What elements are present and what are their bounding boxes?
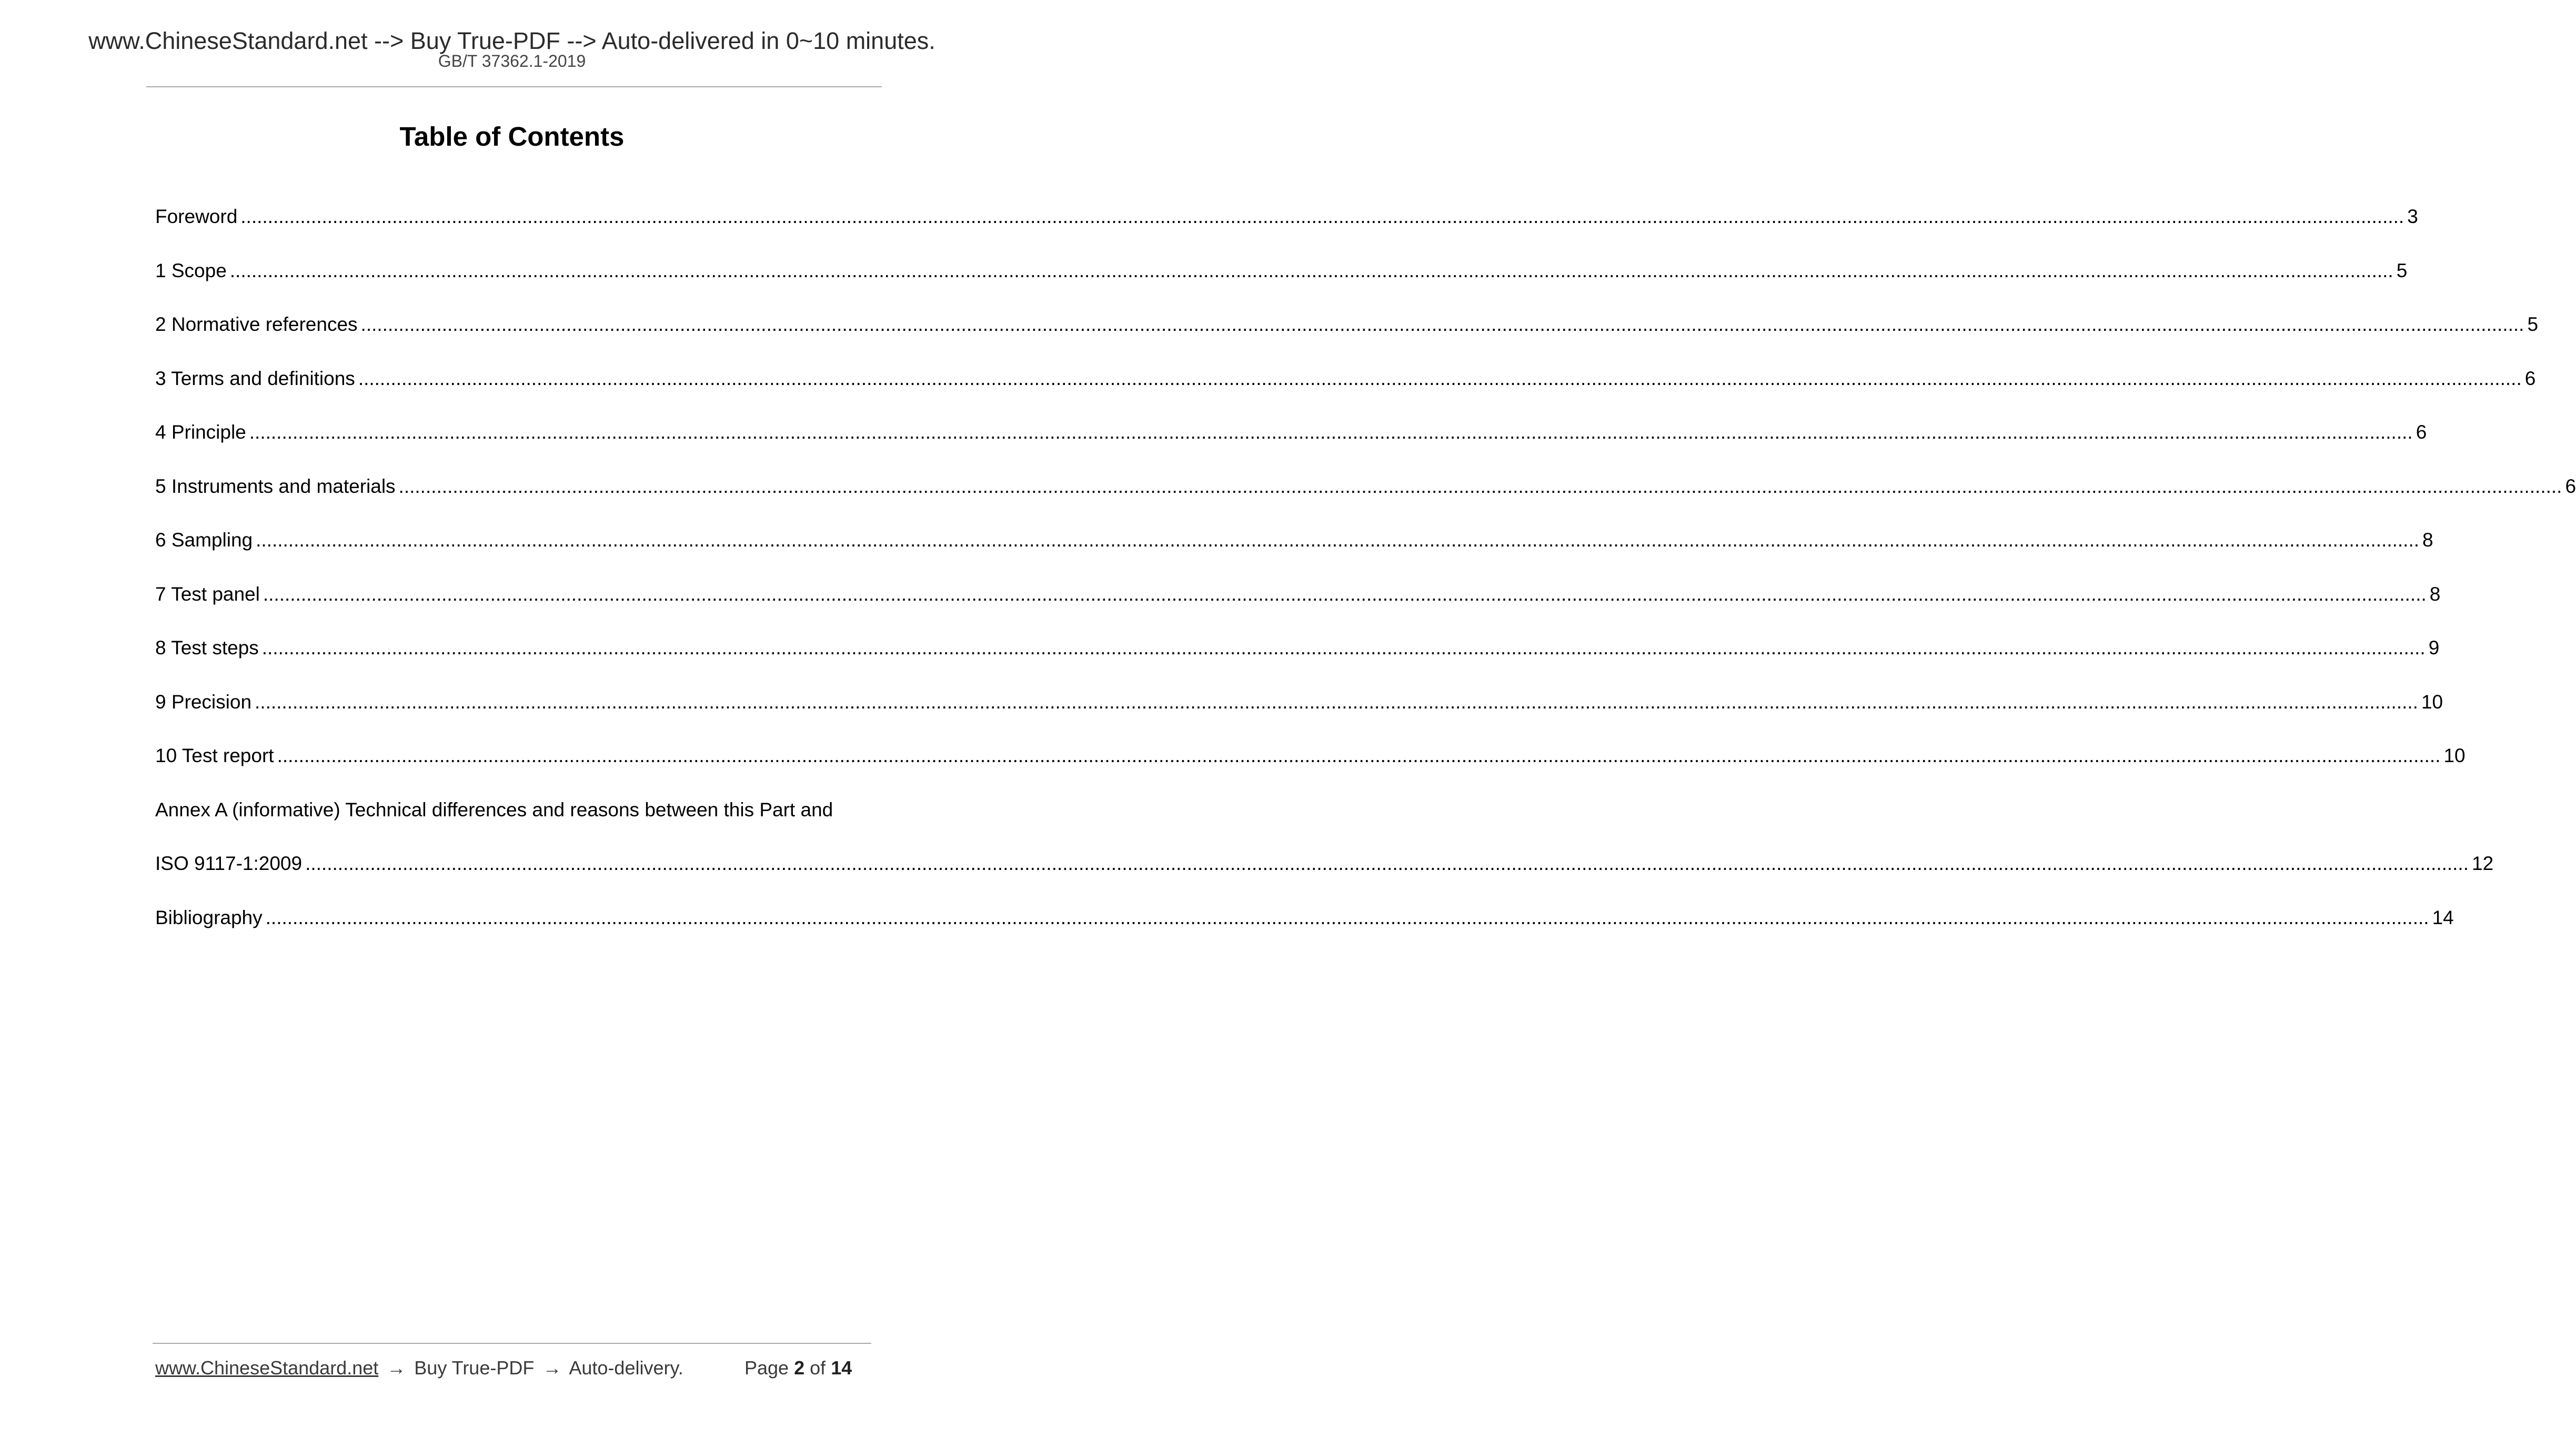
toc-entry-annex-a-line2[interactable] — [155, 848, 2494, 879]
toc-entry-page: 8 — [2422, 529, 2433, 551]
toc-dot-leader: ................................................................................................................................................................................................................................................................................................................................................................................................................ — [229, 259, 2393, 281]
footer-buy-text: Buy True-PDF — [414, 1357, 535, 1379]
toc-entry-page: 5 — [2527, 313, 2539, 335]
toc-entry-bibliography[interactable] — [155, 902, 2454, 934]
toc-title: Table of Contents — [399, 121, 625, 151]
toc-entry-scope[interactable] — [155, 255, 2408, 287]
toc-entry-label: 2 Normative references — [155, 309, 361, 340]
toc-entry-page: 8 — [2429, 583, 2441, 605]
toc-dot-leader: ................................................................................................................................................................................................................................................................................................................................................................................................................ — [358, 367, 2522, 389]
toc-entry-page: 6 — [2524, 367, 2536, 389]
standard-number: GB/T 37362.1-2019 — [438, 52, 586, 70]
toc-dot-leader: ................................................................................................................................................................................................................................................................................................................................................................................................................ — [305, 853, 2469, 874]
toc-dot-leader: ................................................................................................................................................................................................................................................................................................................................................................................................................ — [255, 691, 2418, 713]
toc-dot-leader: ................................................................................................................................................................................................................................................................................................................................................................................................................ — [240, 206, 2404, 227]
toc-entry-label: 7 Test panel — [155, 579, 263, 610]
toc-entry-page: 6 — [2416, 421, 2427, 443]
page-indicator — [744, 1355, 852, 1381]
footer-delivery-text: Auto-delivery. — [569, 1357, 683, 1379]
toc-dot-leader: ................................................................................................................................................................................................................................................................................................................................................................................................................ — [398, 475, 2562, 497]
toc-entry-label: ISO 9117-1:2009 — [155, 848, 305, 879]
toc-entry-test-steps[interactable] — [155, 632, 2440, 664]
of-word: of — [810, 1357, 826, 1379]
toc-entry-principle[interactable] — [155, 417, 2427, 448]
toc-list — [155, 201, 2576, 956]
toc-entry-label: 3 Terms and definitions — [155, 363, 358, 394]
page-footer — [155, 1355, 872, 1381]
toc-entry-page: 12 — [2472, 853, 2494, 874]
toc-entry-label: 6 Sampling — [155, 524, 256, 556]
toc-entry-label: 1 Scope — [155, 255, 230, 287]
toc-entry-sampling[interactable] — [155, 524, 2433, 556]
header-divider — [146, 86, 882, 87]
toc-dot-leader: ................................................................................................................................................................................................................................................................................................................................................................................................................ — [360, 313, 2524, 335]
page-word: Page — [744, 1357, 789, 1379]
toc-entry-page: 6 — [2565, 475, 2576, 497]
toc-entry-label: 8 Test steps — [155, 632, 262, 664]
toc-entry-test-report[interactable] — [155, 740, 2466, 772]
toc-entry-page: 10 — [2421, 691, 2443, 713]
toc-entry-terms-and-definitions[interactable] — [155, 363, 2536, 394]
top-banner: www.ChineseStandard.net --> Buy True-PDF --> Auto-delivered in 0~10 minutes. — [88, 27, 935, 54]
toc-entry-page: 10 — [2443, 745, 2466, 766]
toc-dot-leader: ................................................................................................................................................................................................................................................................................................................................................................................................................ — [249, 421, 2413, 443]
arrow-right-icon: → — [542, 1357, 562, 1379]
toc-entry-annex-a-line1[interactable]: Annex A (informative) Technical differences and reasons between this Part and — [155, 798, 833, 821]
toc-dot-leader: ................................................................................................................................................................................................................................................................................................................................................................................................................ — [256, 529, 2420, 551]
toc-entry-label: 10 Test report — [155, 740, 277, 772]
toc-entry-page: 3 — [2407, 206, 2418, 227]
toc-entry-label: Foreword — [155, 201, 240, 232]
total-pages-number: 14 — [831, 1357, 852, 1379]
footer-divider — [153, 1343, 871, 1344]
toc-entry-test-panel[interactable] — [155, 579, 2441, 610]
arrow-right-icon: → — [387, 1357, 406, 1379]
toc-entry-page: 9 — [2428, 637, 2440, 659]
toc-entry-label: 4 Principle — [155, 417, 249, 448]
toc-entry-label: Bibliography — [155, 902, 266, 934]
footer-site-link[interactable]: www.ChineseStandard.net — [155, 1357, 379, 1379]
toc-entry-instruments-and-materials[interactable] — [155, 471, 2576, 502]
toc-dot-leader: ................................................................................................................................................................................................................................................................................................................................................................................................................ — [277, 745, 2441, 766]
toc-entry-label: 9 Precision — [155, 686, 255, 718]
toc-entry-page: 5 — [2396, 259, 2408, 281]
toc-entry-label: 5 Instruments and materials — [155, 471, 399, 502]
toc-dot-leader: ................................................................................................................................................................................................................................................................................................................................................................................................................ — [263, 583, 2427, 605]
toc-entry-foreword[interactable] — [155, 201, 2418, 232]
toc-dot-leader: ................................................................................................................................................................................................................................................................................................................................................................................................................ — [261, 637, 2426, 659]
toc-entry-precision[interactable] — [155, 686, 2443, 718]
current-page-number: 2 — [794, 1357, 805, 1379]
toc-entry-page: 14 — [2432, 906, 2454, 928]
toc-dot-leader: ................................................................................................................................................................................................................................................................................................................................................................................................................ — [265, 906, 2429, 928]
toc-entry-normative-references[interactable] — [155, 309, 2539, 340]
